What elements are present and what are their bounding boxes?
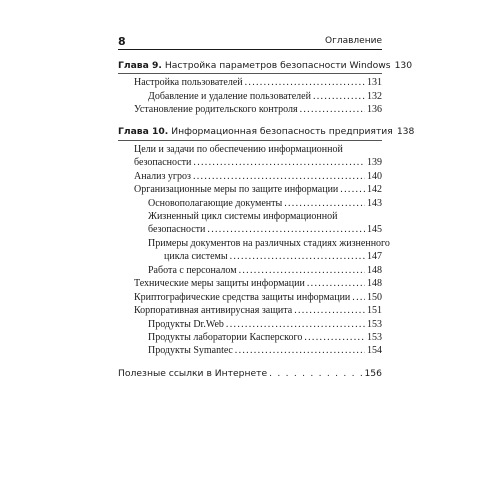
dot-leader — [284, 198, 365, 209]
dot-leader — [340, 184, 365, 195]
toc-entry-ch9-s1-1[interactable] — [148, 91, 382, 102]
entry-page: 143 — [367, 198, 382, 209]
toc-entry-ch10-s3-4[interactable] — [148, 265, 382, 276]
chapter-9-rule — [118, 73, 382, 74]
dot-leader — [230, 251, 365, 262]
toc-entry-ch10-s1[interactable] — [134, 157, 382, 168]
dot-leader — [193, 157, 365, 168]
entry-title: Организационные меры по защите информации — [134, 184, 339, 195]
entry-title: Продукты Dr.Web — [148, 319, 224, 330]
entry-title: Добавление и удаление пользователей — [148, 91, 311, 102]
entry-page: 151 — [367, 305, 382, 316]
entry-page: 145 — [367, 224, 382, 235]
chapter-10-rule — [118, 140, 382, 141]
toc-entry-ch10-s3-2[interactable] — [148, 224, 382, 235]
entry-title: Основополагающие документы — [148, 198, 283, 209]
toc-entry-ch10-s3-3-line1: Примеры документов на различных стадиях жизненного — [148, 238, 390, 249]
toc-entry-ch10-s5[interactable] — [134, 292, 382, 303]
page-number: 8 — [118, 35, 126, 48]
entry-page: 153 — [367, 319, 382, 330]
entry-title: Работа с персоналом — [148, 265, 237, 276]
dot-leader — [304, 332, 365, 343]
dot-leader — [269, 368, 362, 379]
entry-page: 154 — [367, 345, 382, 356]
toc-chapter-10[interactable] — [118, 126, 415, 137]
entry-page: 150 — [367, 292, 382, 303]
dot-leader — [294, 305, 365, 316]
toc-entry-ch10-s2[interactable] — [134, 171, 382, 182]
page-header — [118, 35, 382, 49]
entry-title: Продукты лаборатории Касперского — [148, 332, 303, 343]
header-rule — [118, 49, 382, 50]
chapter-9-prefix: Глава 9. — [118, 60, 162, 71]
dot-leader — [307, 278, 365, 289]
entry-title: Продукты Symantec — [148, 345, 233, 356]
entry-page: 148 — [367, 265, 382, 276]
toc-entry-ch10-s3-3[interactable] — [164, 251, 382, 262]
toc-entry-ch10-s3[interactable] — [134, 184, 382, 195]
toc-entry-ch10-s6[interactable] — [134, 305, 382, 316]
useful-links-page: 156 — [364, 368, 382, 379]
useful-links-title: Полезные ссылки в Интернете — [118, 368, 268, 379]
entry-page: 136 — [367, 104, 382, 115]
entry-title: Корпоративная антивирусная защита — [134, 305, 293, 316]
toc-chapter-9[interactable] — [118, 60, 413, 71]
toc-useful-links[interactable] — [118, 368, 382, 379]
entry-page: 140 — [367, 171, 382, 182]
toc-entry-ch10-s3-1[interactable] — [148, 198, 382, 209]
dot-leader — [352, 292, 365, 303]
dot-leader — [226, 319, 365, 330]
dot-leader — [239, 265, 365, 276]
entry-title: Анализ угроз — [134, 171, 191, 182]
entry-title: безопасности — [148, 224, 206, 235]
entry-page: 153 — [367, 332, 382, 343]
entry-page: 142 — [367, 184, 382, 195]
entry-title: безопасности — [134, 157, 192, 168]
running-title: Оглавление — [325, 36, 382, 46]
entry-title: Настройка пользователей — [134, 77, 243, 88]
entry-page: 148 — [367, 278, 382, 289]
chapter-10-page: 138 — [396, 126, 415, 137]
chapter-10-prefix: Глава 10. — [118, 126, 169, 137]
toc-entry-ch9-s2[interactable] — [134, 104, 382, 115]
toc-entry-ch10-s3-2-line1: Жизненный цикл системы информационной — [148, 211, 338, 222]
dot-leader — [207, 224, 365, 235]
chapter-9-page: 130 — [394, 60, 413, 71]
entry-title: Криптографические средства защиты информации — [134, 292, 351, 303]
dot-leader — [300, 104, 365, 115]
entry-page: 132 — [367, 91, 382, 102]
toc-entry-ch10-s4[interactable] — [134, 278, 382, 289]
toc-entry-ch9-s1[interactable] — [134, 77, 382, 88]
toc-entry-ch10-s6-2[interactable] — [148, 332, 382, 343]
entry-page: 131 — [367, 77, 382, 88]
dot-leader — [313, 91, 365, 102]
dot-leader — [193, 171, 365, 182]
chapter-9-title: Настройка параметров безопасности Windows — [164, 60, 391, 71]
dot-leader — [245, 77, 365, 88]
entry-page: 139 — [367, 157, 382, 168]
dot-leader — [235, 345, 365, 356]
entry-title: цикла системы — [164, 251, 228, 262]
entry-page: 147 — [367, 251, 382, 262]
toc-entry-ch10-s1-line1: Цели и задачи по обеспечению информационной — [134, 144, 343, 155]
toc-entry-ch10-s6-1[interactable] — [148, 319, 382, 330]
chapter-10-title: Информационная безопасность предприятия — [171, 126, 393, 137]
entry-title: Установление родительского контроля — [134, 104, 298, 115]
entry-title: Технические меры защиты информации — [134, 278, 305, 289]
toc-entry-ch10-s6-3[interactable] — [148, 345, 382, 356]
